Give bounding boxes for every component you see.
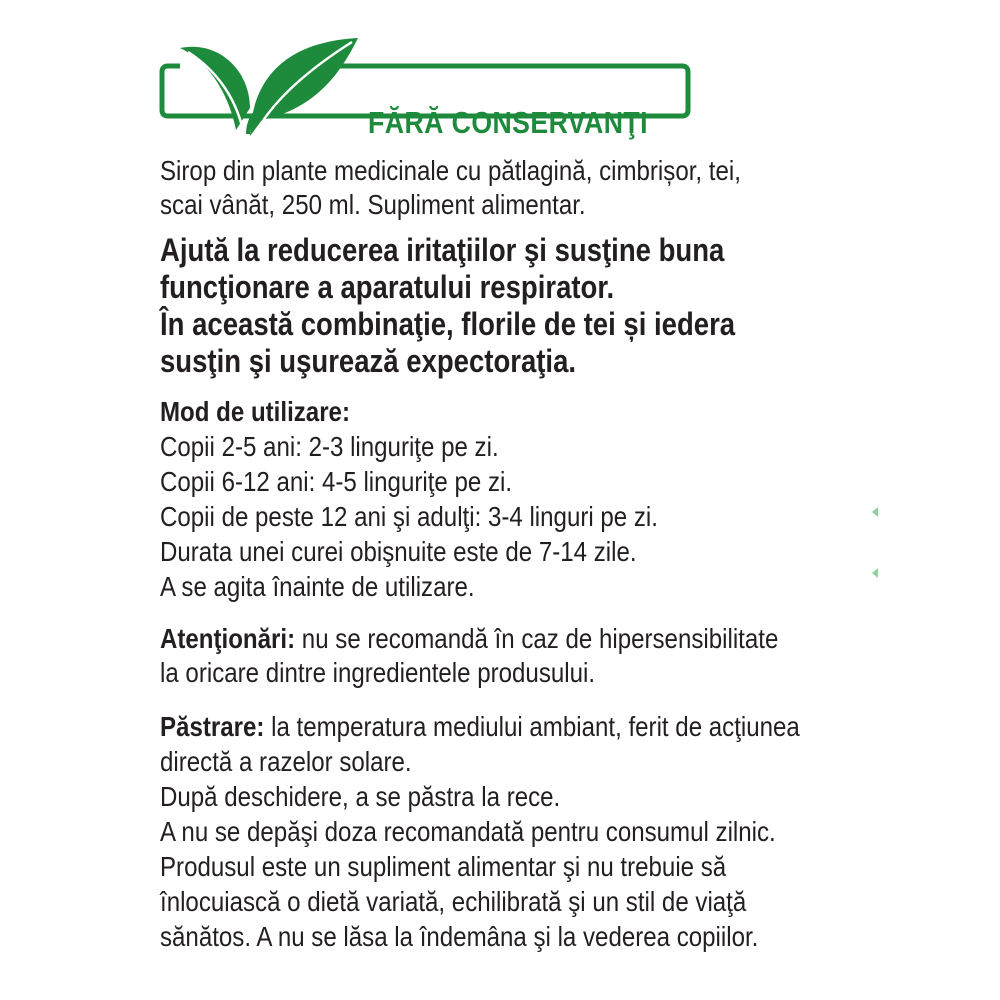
usage-line: Copii 6-12 ani: 4-5 linguriţe pe zi. <box>160 466 513 497</box>
usage-line: A se agita înainte de utilizare. <box>160 571 475 602</box>
warnings-line <box>160 622 796 656</box>
leaves-icon <box>180 38 358 136</box>
claim-line: În această combinaţie, florile de tei și iedera <box>160 306 736 342</box>
decorative-marker-icon <box>872 568 878 578</box>
warnings-section <box>160 622 900 690</box>
storage-line: sănătos. A nu se lăsa la îndemâna şi la vederea copiilor. <box>160 921 759 952</box>
storage-text: la temperatura mediului ambiant, ferit de acţiunea <box>264 711 800 742</box>
intro-line: Sirop din plante medicinale cu pătlagină, cimbrișor, tei, <box>160 155 741 186</box>
storage-line: Produsul este un supliment alimentar şi nu trebuie să <box>160 851 727 882</box>
storage-line: înlocuiască o dietă variată, echilibrată şi un stil de viaţă <box>160 886 747 917</box>
storage-line: A nu se depăşi doza recomandată pentru consumul zilnic. <box>160 816 776 847</box>
badge-label: FĂRĂ CONSERVANŢI <box>368 105 648 140</box>
storage-section <box>160 709 900 954</box>
storage-line <box>160 709 800 744</box>
usage-line: Copii de peste 12 ani şi adulţi: 3-4 linguri pe zi. <box>160 501 658 532</box>
warnings-heading: Atenţionări: <box>160 623 296 654</box>
warnings-line: la oricare dintre ingredientele produsului. <box>160 657 596 688</box>
storage-heading: Păstrare: <box>160 711 265 742</box>
preservative-free-badge <box>158 30 694 140</box>
usage-line: Copii 2-5 ani: 2-3 linguriţe pe zi. <box>160 431 499 462</box>
product-claims <box>160 232 900 380</box>
decorative-marker-icon <box>872 507 878 517</box>
storage-line: directă a razelor solare. <box>160 746 412 777</box>
claim-line: funcţionare a aparatului respirator. <box>160 269 615 305</box>
usage-line: Durata unei curei obişnuite este de 7-14 zile. <box>160 536 637 567</box>
intro-line: scai vânăt, 250 ml. Supliment alimentar. <box>160 189 586 220</box>
claim-line: Ajută la reducerea iritaţiilor şi susţine buna <box>160 232 725 268</box>
warnings-text: nu se recomandă în caz de hipersensibilitate <box>295 623 779 654</box>
usage-heading: Mod de utilizare: <box>160 396 350 427</box>
usage-section <box>160 394 900 604</box>
storage-line: După deschidere, a se păstra la rece. <box>160 781 561 812</box>
product-description <box>160 154 900 222</box>
claim-line: susţin şi uşurează expectoraţia. <box>160 343 577 379</box>
